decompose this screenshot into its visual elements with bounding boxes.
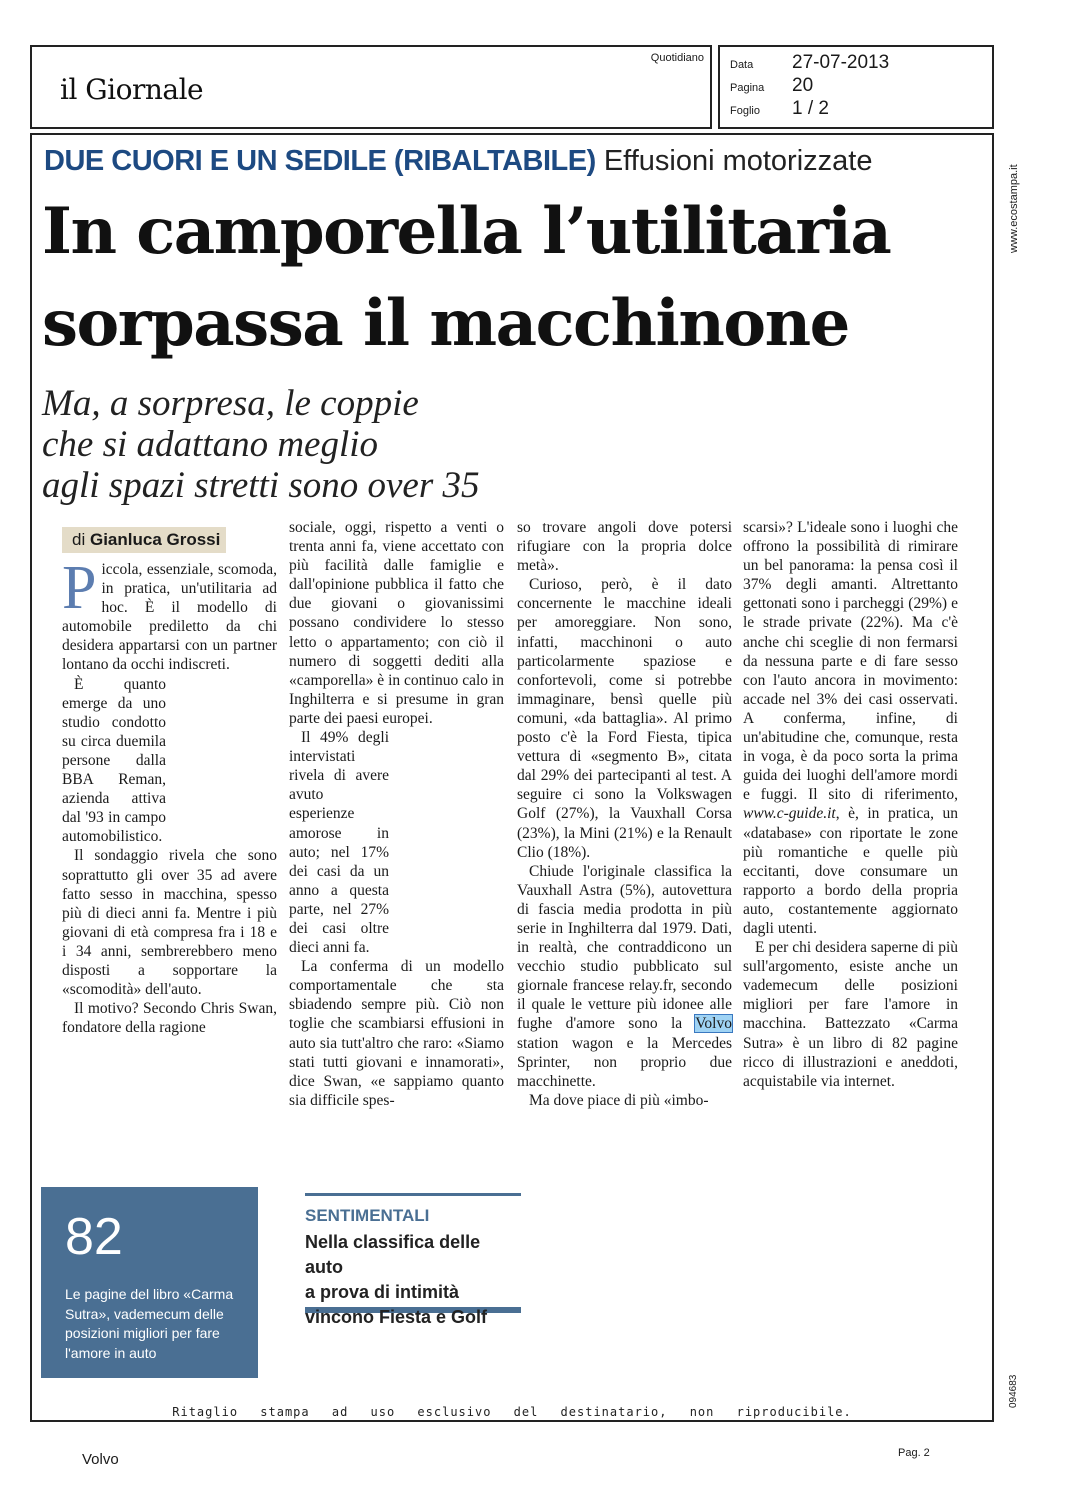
paragraph: so trovare angoli dove potersi rifugiare con la propria dolce metà». xyxy=(517,519,732,575)
drop-cap: P xyxy=(62,554,97,622)
subhead-line: Ma, a sorpresa, le coppie xyxy=(42,383,419,424)
stat-number: 82 xyxy=(65,1208,123,1266)
page-number: Pag. 2 xyxy=(898,1447,930,1459)
paragraph xyxy=(62,554,277,675)
kicker-rest: Effusioni motorizzate xyxy=(603,145,873,177)
byline-prefix: di xyxy=(72,530,86,549)
side-url xyxy=(994,145,1020,255)
sidebar-text xyxy=(305,1230,521,1330)
subhead-line: che si adattano meglio xyxy=(42,424,379,465)
paragraph-text: scarsi»? L'ideale sono i luoghi che offrono la possibilità di rimirare un bel panorama: la pensa così il 37% degli amanti. Altrettanto gettonati sono i parcheggi (29%) e le strade private (22%). Ma c'è anche chi sceglie di non fermarsi da nessuna parte e di fare sesso con l'auto ancora in movimento: accade nel 3% dei casi osservati. A conferma, infine, di un'abitudine che, comunque, resta in voga, è da poco sorta la prima guida dei luoghi dell'amore mordi e fuggi. Il sito di riferimento, xyxy=(743,519,958,804)
byline xyxy=(62,527,226,553)
kicker-main: DUE CUORI E UN SEDILE (RIBALTABILE) xyxy=(44,145,596,177)
sidebar-title: SENTIMENTALI xyxy=(305,1206,430,1225)
stat-box xyxy=(41,1187,258,1378)
paragraph: Curioso, però, è il dato concernente le macchine ideali per amoreggiare. Non sono, infatti, macchinoni o auto particolarmente spaziose e confortevoli, come si potrebbe immaginare, bensì quelle più comuni, «da battaglia». Al primo posto c'è la Ford Fiesta, tipica vettura di «segmento B», citata dal 29% dei partecipanti al test. A seguire ci sono la Volkswagen Golf (27%), la Vauxhall Corsa (23%), la Mini (21%) e la Renault Clio (18%). xyxy=(517,576,732,861)
sidebar-line: vincono Fiesta e Golf xyxy=(305,1307,488,1327)
side-url-text: www.ecostampa.it xyxy=(1008,164,1020,253)
paragraph: E per chi desidera saperne di più sull'argomento, esiste anche un vademecum delle posizioni migliori per fare l'amore in macchina. Battezzato «Carma Sutra» è un libro di 82 pagine ricco di illustrazioni e aneddoti, acquistabile via internet. xyxy=(743,939,958,1090)
side-code xyxy=(994,1360,1019,1410)
side-code-text: 094683 xyxy=(1008,1374,1019,1408)
sidebar-box xyxy=(305,1193,521,1327)
publication-type: Quotidiano xyxy=(650,52,704,64)
subhead-line: agli spazi stretti sono over 35 xyxy=(42,465,480,506)
paragraph-text: station wagon e la Mercedes Sprinter, non proprio due macchinette. xyxy=(517,1034,732,1090)
copyright-note: Ritaglio stampa ad uso esclusivo del destinatario, non riproducibile. xyxy=(172,1405,852,1419)
sidebar-line: Nella classifica delle auto xyxy=(305,1232,481,1277)
kicker xyxy=(44,145,872,178)
article-column-4 xyxy=(743,518,958,1091)
article-column-2 xyxy=(289,518,504,1110)
meta-value: 20 xyxy=(792,75,814,96)
paragraph: È quanto emerge da uno studio condotto su circa duemila persone dalla BBA Reman, azienda attiva dal '93 in campo automobilistico. xyxy=(62,675,166,846)
headline xyxy=(42,186,890,370)
paragraph-text: Chiude l'originale classifica la Vauxhall Astra (5%), autovettura di fascia media prodotta in più serie in Inghilterra dal 1979. Dati, in realtà, che contraddicono un vecchio studio pubblicato sul giornale francese relay.fr, secondo il quale le vetture più idonee alle fughe d'amore sono la xyxy=(517,862,732,1033)
meta-key: Pagina xyxy=(730,82,765,94)
headline-line: In camporella l’utilitaria xyxy=(42,194,891,269)
paragraph xyxy=(743,518,958,938)
paragraph: sociale, oggi, rispetto a venti o trenta anni fa, viene accettato con più facilità dalle famiglie e dall'opinione pubblica il fatto che due giovani o giovanissimi possano condividere lo stesso letto o appartamento; con ciò il numero di soggetti dediti alla «camporella» è in continuo calo in Inghilterra e si presume in gran parte dei paesi europei. xyxy=(289,519,504,727)
metadata-box xyxy=(718,45,994,129)
keyword-label: Volvo xyxy=(82,1451,119,1468)
paragraph xyxy=(517,862,732,1091)
newspaper-masthead: il Giornale xyxy=(60,73,204,106)
paragraph: Il motivo? Secondo Chris Swan, fondatore della ragione xyxy=(62,1000,277,1037)
highlighted-brand: Volvo xyxy=(695,1015,732,1033)
meta-value: 1 / 2 xyxy=(792,98,829,119)
article-column-3 xyxy=(517,518,732,1110)
meta-key: Foglio xyxy=(730,105,760,117)
paragraph: La conferma di un modello comportamentale che sta sbiadendo sempre più. Ciò non toglie che scambiarsi effusioni in auto sia tutt'altro che raro: «Siamo stati tutti giovani e innamorati», dice Swan, «e sappiamo quanto sia difficile spes- xyxy=(289,958,504,1109)
meta-value: 27-07-2013 xyxy=(792,52,890,73)
paragraph-text: , è, in pratica, un «database» con riportate le zone più romantiche e quelle più eccitanti, dove consumare un rapporto a bordo della propria auto, costantemente aggiornato dagli utenti. xyxy=(743,805,958,937)
website-link[interactable]: www.c-guide.it xyxy=(743,805,836,823)
paragraph-text: iccola, essenziale, scomoda, in pratica, un'utilitaria ad hoc. È il modello di automobile prediletto da chi desidera appartarsi con un partner lontano da occhi indiscreti. xyxy=(62,561,277,674)
paragraph: Il 49% degli intervistati rivela di avere avuto esperienze amorose in auto; nel 17% dei casi da un anno a questa parte, nel 27% dei casi oltre dieci anni fa. xyxy=(289,729,389,957)
headline-line: sorpassa il macchinone xyxy=(42,286,849,361)
subheadline xyxy=(42,383,480,506)
byline-author: Gianluca Grossi xyxy=(89,530,221,549)
paragraph: Ma dove piace di più «imbo- xyxy=(529,1091,709,1109)
article-column-1 xyxy=(62,554,277,1037)
masthead-box xyxy=(30,45,712,129)
stat-caption: Le pagine del libro «Carma Sutra», vademecum delle posizioni migliori per fare l'amore in auto xyxy=(65,1286,234,1361)
paragraph: Il sondaggio rivela che sono soprattutto gli over 35 ad avere fatto sesso in macchina, spesso più di dieci anni fa. Mentre i più giovani di età compresa fra i 18 e i 34 anni, sembrerebbero meno disposti a sopportare la «scomodità» dell'auto. xyxy=(62,847,277,999)
sidebar-line: a prova di intimità xyxy=(305,1282,460,1302)
meta-key: Data xyxy=(730,59,754,71)
